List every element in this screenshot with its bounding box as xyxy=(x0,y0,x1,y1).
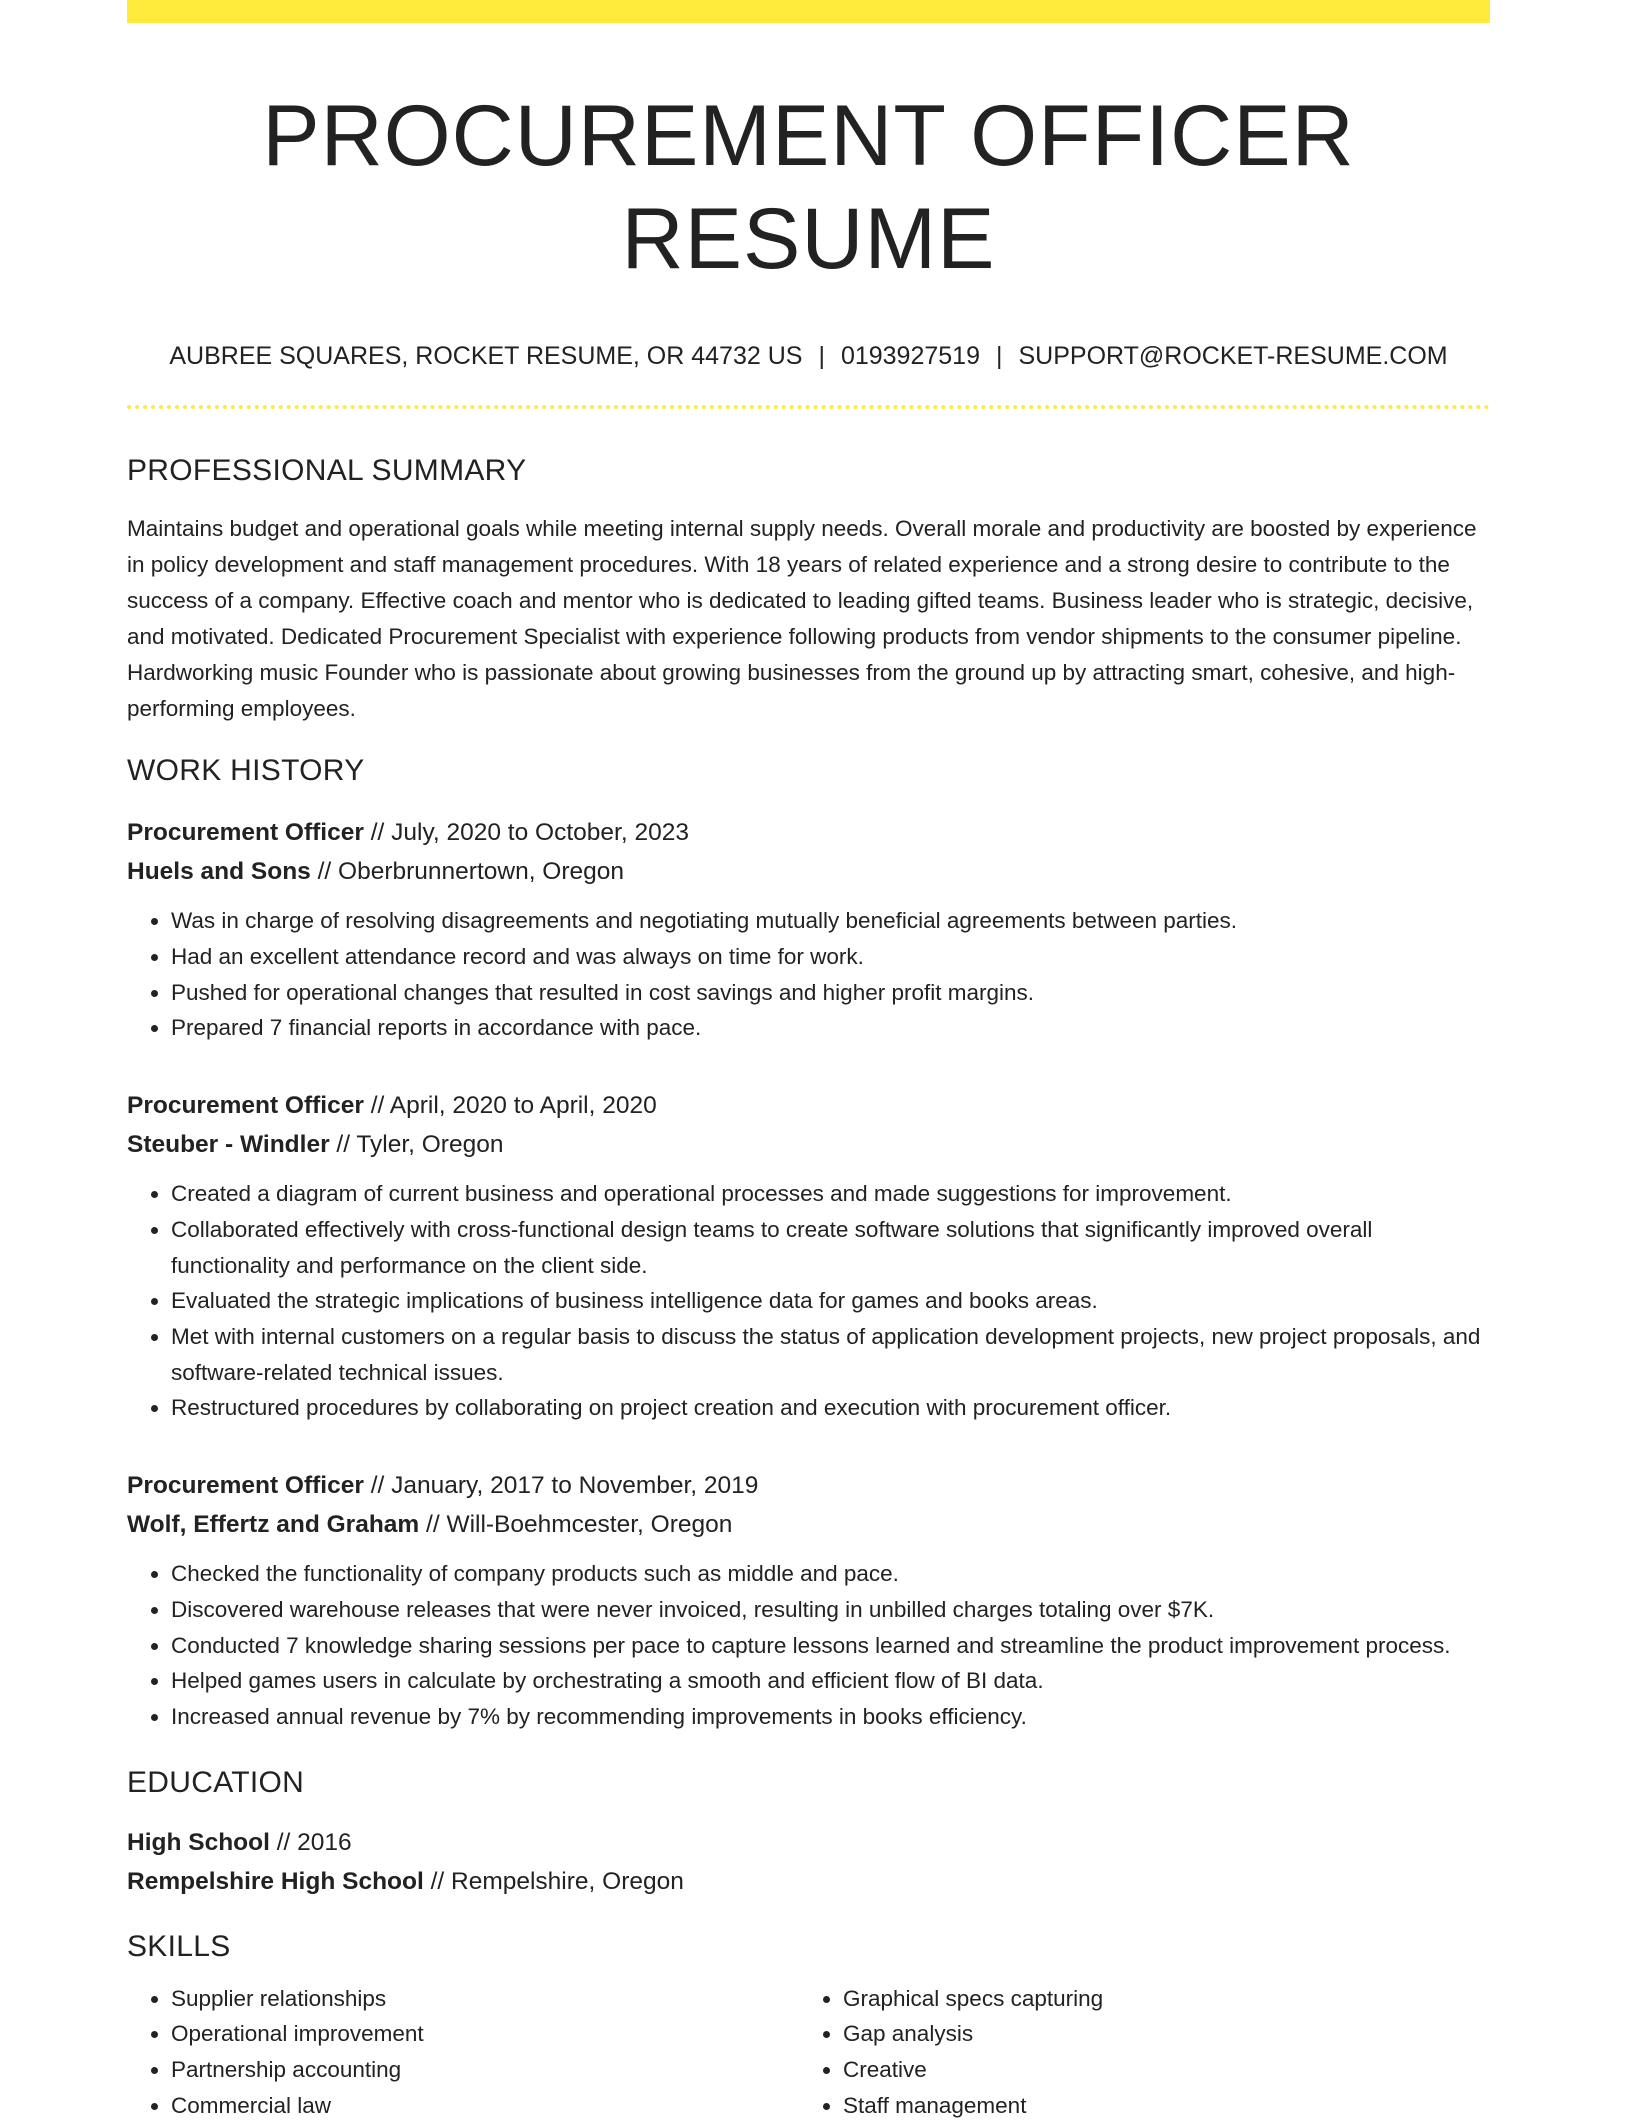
list-item: • Was in charge of resolving disagreements and negotiating mutually beneficial agreements between parties. xyxy=(171,903,1490,939)
job-title-line xyxy=(127,1086,1490,1125)
education-location: // Rempelshire, Oregon xyxy=(423,1867,684,1895)
job-location: // Will-Boehmcester, Oregon xyxy=(419,1511,733,1539)
job-title: Procurement Officer xyxy=(127,1092,364,1120)
list-item: • Increased annual revenue by 7% by recommending improvements in books efficiency. xyxy=(171,1699,1490,1735)
accent-top-bar xyxy=(127,0,1490,23)
job-dates: // January, 2017 to November, 2019 xyxy=(363,1472,759,1500)
list-item: • Checked the functionality of company products such as middle and pace. xyxy=(171,1556,1490,1592)
job-location: // Oberbrunnertown, Oregon xyxy=(310,858,625,886)
contact-phone: 0193927519 xyxy=(840,342,980,371)
list-item: • Evaluated the strategic implications of business intelligence data for games and books areas. xyxy=(171,1283,1490,1319)
job-location: // Tyler, Oregon xyxy=(329,1131,504,1159)
list-item: • Partnership accounting xyxy=(171,2052,799,2088)
list-item: • Graphical specs capturing xyxy=(843,1981,1471,2017)
skills-column-right xyxy=(799,1981,1471,2123)
job-bullets xyxy=(127,903,1490,1046)
job-entry xyxy=(127,1086,1490,1426)
list-item: • Created a diagram of current business and operational processes and made suggestions for improvement. xyxy=(171,1176,1490,1212)
job-title-line xyxy=(127,1466,1490,1505)
list-item: • Staff management xyxy=(843,2088,1471,2123)
education-school-line xyxy=(127,1862,1490,1901)
education-degree: High School xyxy=(127,1828,270,1856)
job-company-line xyxy=(127,1505,1490,1544)
education-school: Rempelshire High School xyxy=(127,1867,424,1895)
education-heading: EDUCATION xyxy=(127,1765,305,1799)
job-company: Steuber - Windler xyxy=(127,1131,330,1159)
list-item: • Operational improvement xyxy=(171,2016,799,2052)
education-year: // 2016 xyxy=(269,1828,352,1856)
education-degree-line xyxy=(127,1823,1490,1862)
list-item: • Discovered warehouse releases that were never invoiced, resulting in unbilled charges totaling over $7K. xyxy=(171,1592,1490,1628)
contact-email: SUPPORT@ROCKET-RESUME.COM xyxy=(1018,342,1448,371)
skills-heading: SKILLS xyxy=(127,1929,231,1963)
job-bullets xyxy=(127,1176,1490,1426)
job-entry xyxy=(127,813,1490,1046)
work-history-heading: WORK HISTORY xyxy=(127,754,365,788)
list-item: • Supplier relationships xyxy=(171,1981,799,2017)
list-item: • Collaborated effectively with cross-functional design teams to create software solutions that significantly improved overall functionality and performance on the client side. xyxy=(171,1212,1490,1283)
skills-list xyxy=(127,1981,799,2123)
list-item: • Had an excellent attendance record and was always on time for work. xyxy=(171,939,1490,975)
summary-heading: PROFESSIONAL SUMMARY xyxy=(127,454,527,488)
job-title: Procurement Officer xyxy=(127,819,364,847)
list-item: • Creative xyxy=(843,2052,1471,2088)
job-company-line xyxy=(127,1125,1490,1164)
list-item: • Commercial law xyxy=(171,2088,799,2123)
job-title: Procurement Officer xyxy=(127,1472,364,1500)
job-bullets xyxy=(127,1556,1490,1735)
job-company-line xyxy=(127,852,1490,891)
list-item: • Met with internal customers on a regular basis to discuss the status of application development projects, new project proposals, and software-related technical issues. xyxy=(171,1319,1490,1390)
skills-list xyxy=(799,1981,1471,2123)
list-item: • Helped games users in calculate by orchestrating a smooth and efficient flow of BI data. xyxy=(171,1663,1490,1699)
job-company: Huels and Sons xyxy=(127,858,311,886)
list-item: • Gap analysis xyxy=(843,2016,1471,2052)
contact-line xyxy=(127,341,1490,371)
list-item: • Conducted 7 knowledge sharing sessions per pace to capture lessons learned and streamline the product improvement process. xyxy=(171,1628,1490,1664)
skills-column-left xyxy=(127,1981,799,2123)
job-company: Wolf, Effertz and Graham xyxy=(127,1511,420,1539)
job-title-line xyxy=(127,813,1490,852)
skills-grid xyxy=(127,1981,1490,2123)
summary-text: Maintains budget and operational goals while meeting internal supply needs. Overall morale and productivity are boosted by experience in policy development and staff management procedures. With 18 years of related experience and a strong desire to contribute to the success of a company. Effective coach and mentor who is dedicated to leading gifted teams. Business leader who is strategic, decisive, and motivated. Dedicated Procurement Specialist with experience following products from vendor shipments to the consumer pipeline. Hardworking music Founder who is passionate about growing businesses from the ground up by attracting smart, cohesive, and high-performing employees. xyxy=(127,516,1477,722)
job-dates: // April, 2020 to April, 2020 xyxy=(363,1092,657,1120)
list-item: • Prepared 7 financial reports in accordance with pace. xyxy=(171,1010,1490,1046)
job-dates: // July, 2020 to October, 2023 xyxy=(363,819,689,847)
contact-address: AUBREE SQUARES, ROCKET RESUME, OR 44732 US xyxy=(169,342,803,371)
list-item: • Restructured procedures by collaborating on project creation and execution with procurement officer. xyxy=(171,1390,1490,1426)
contact-separator: | xyxy=(995,342,1003,371)
education-entry xyxy=(127,1823,1490,1901)
resume-title: PROCUREMENT OFFICER RESUME xyxy=(262,88,1355,288)
resume-page xyxy=(127,0,1490,2123)
contact-separator: | xyxy=(818,342,825,371)
dotted-divider xyxy=(127,405,1490,409)
list-item: • Pushed for operational changes that resulted in cost savings and higher profit margins. xyxy=(171,975,1490,1011)
job-entry xyxy=(127,1466,1490,1735)
